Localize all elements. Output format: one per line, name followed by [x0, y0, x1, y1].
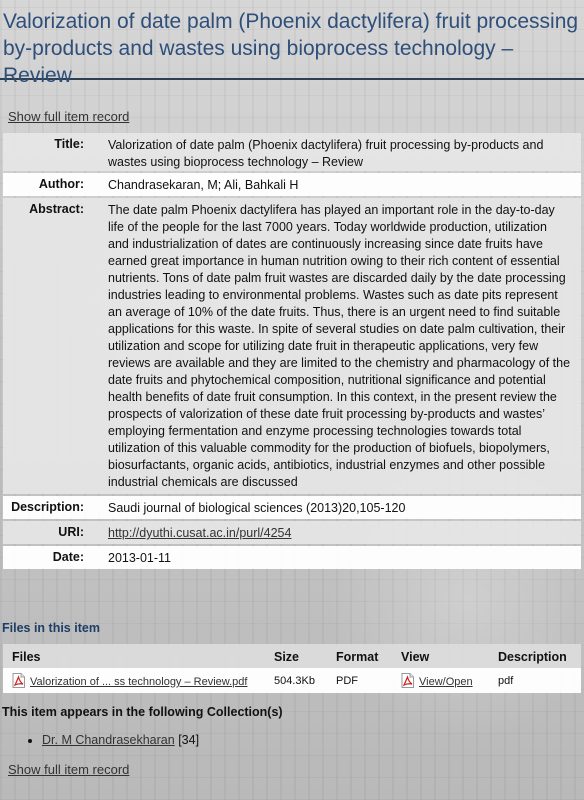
view-col-header: View [392, 644, 489, 668]
metadata-table [3, 131, 581, 571]
file-view-cell [392, 668, 489, 693]
abstract-value: The date palm Phoenix dactylifera has played an important role in the day-to-day life of the people for the last 7000 years. Today worldwide production, utilization and industrialization of dates are continuously increasing since date fruits have earned great importance in human nutrition owing to their rich content of essential nutrients. Tons of date palm fruit wastes are discarded daily by the date processing industries leading to environmental problems. Wastes such as date pits represent an average of 10% of the date fruits. Thus, there is an urgent need to find suitable applications for this waste. In spite of several studies on date palm cultivation, their utilization and scope for utilizing date fruit in therapeutic applications, very few reviews are available and they are limited to the chemistry and pharmacology of the date fruits and phytochemical composition, nutritional significance and potential health benefits of date fruit consumption. In this context, in the present review the prospects of valorization of these date fruit processing by-products and wastes’ employing fermentation and enzyme processing technologies towards total utilization of this valuable commodity for the production of biofuels, biopolymers, biosurfactants, organic acids, antibiotics, industrial enzymes and other possible industrial chemicals are discussed [96, 198, 581, 494]
show-full-record-link[interactable]: Show full item record [8, 109, 130, 124]
date-value: 2013-01-11 [96, 546, 581, 569]
metadata-row-description [3, 496, 581, 519]
collections-section-heading: This item appears in the following Collection(s) [2, 705, 283, 719]
collection-count: [34] [178, 733, 200, 747]
page-title: Valorization of date palm (Phoenix dactylifera) fruit processing by-products and wastes using bioprocess technology – Review [0, 0, 584, 80]
files-header-row [3, 644, 581, 668]
file-format: PDF [327, 668, 392, 693]
description-col-header: Description [489, 644, 581, 668]
uri-link[interactable]: http://dyuthi.cusat.ac.in/purl/4254 [108, 526, 292, 540]
files-section-heading: Files in this item [2, 621, 100, 635]
metadata-row-uri [3, 521, 581, 544]
uri-value-cell [96, 521, 581, 544]
title-value: Valorization of date palm (Phoenix dactylifera) fruit processing by-products and wastes using bioprocess technology – Review [96, 133, 581, 171]
metadata-row-date [3, 546, 581, 569]
file-name-link[interactable]: Valorization of ... ss technology – Review.pdf [30, 676, 248, 688]
uri-label: URI: [3, 521, 96, 544]
author-value: Chandrasekaran, M; Ali, Bahkali H [96, 173, 581, 196]
size-col-header: Size [265, 644, 327, 668]
view-open-link[interactable]: View/Open [419, 676, 473, 688]
description-label: Description: [3, 496, 96, 519]
collection-list [22, 733, 199, 747]
collection-link[interactable]: Dr. M Chandrasekharan [42, 733, 175, 747]
metadata-row-author [3, 173, 581, 196]
description-value: Saudi journal of biological sciences (2013)20,105-120 [96, 496, 581, 519]
title-label: Title: [3, 133, 96, 171]
format-col-header: Format [327, 644, 392, 668]
file-size: 504.3Kb [265, 668, 327, 693]
file-name-cell [3, 668, 265, 693]
date-label: Date: [3, 546, 96, 569]
file-row [3, 668, 581, 693]
files-table [3, 644, 581, 693]
pdf-file-icon[interactable] [12, 673, 25, 688]
metadata-row-abstract [3, 198, 581, 494]
collection-item [42, 733, 199, 747]
files-col-header: Files [3, 644, 265, 668]
metadata-row-title [3, 133, 581, 171]
abstract-label: Abstract: [3, 198, 96, 494]
show-full-record-link-bottom[interactable]: Show full item record [8, 762, 130, 777]
pdf-file-icon[interactable] [401, 673, 414, 688]
file-description: pdf [489, 668, 581, 693]
author-label: Author: [3, 173, 96, 196]
